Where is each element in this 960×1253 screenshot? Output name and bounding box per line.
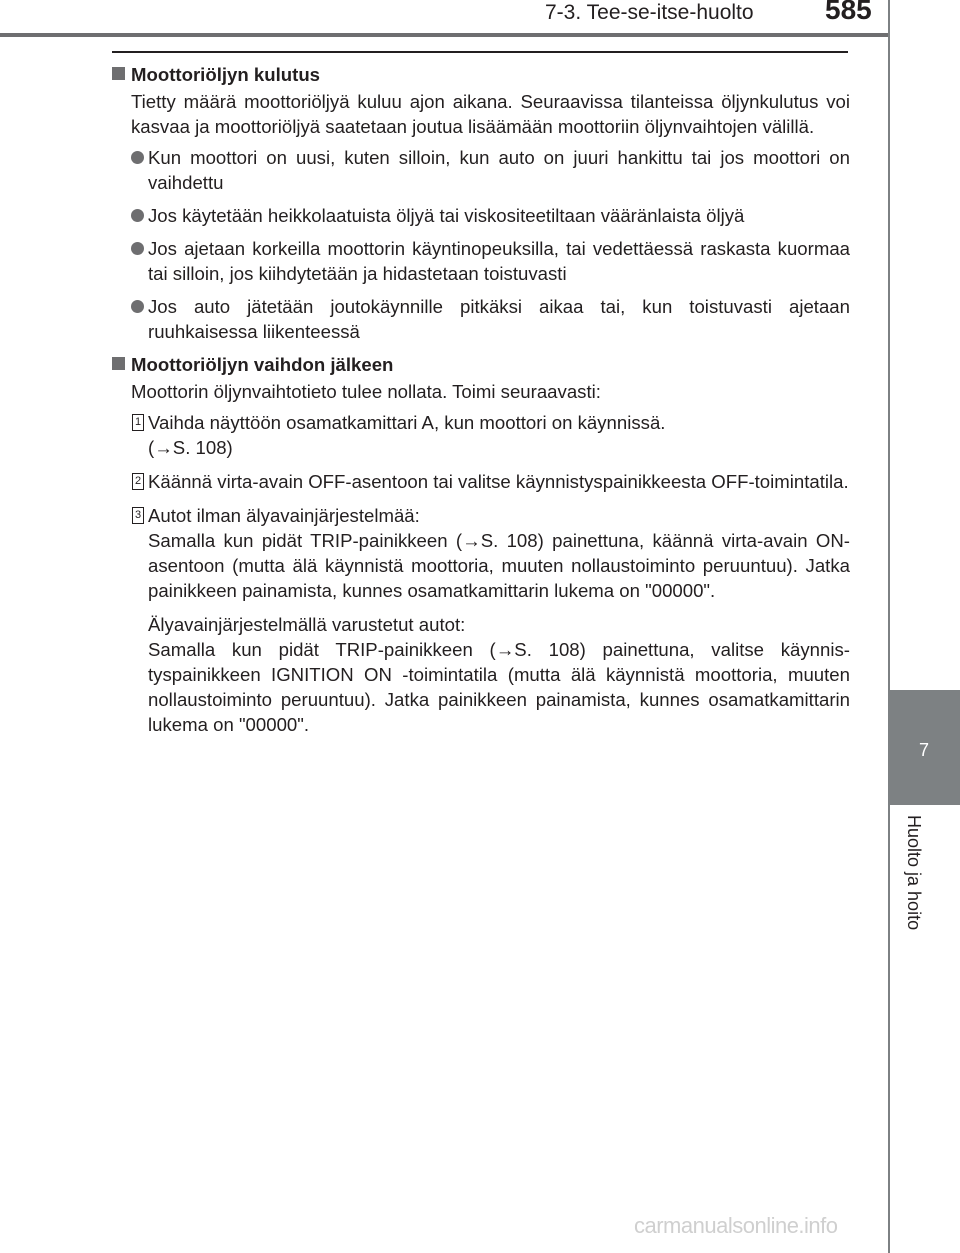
list-item [131, 294, 850, 344]
chapter-tab [888, 690, 960, 805]
step-text: Vaihda näyttöön osamatkamittari A, kun moottori on käynnissä. [148, 412, 666, 433]
list-item [131, 145, 850, 195]
step-text: Käännä virta-avain OFF-asentoon tai valitse käynnistyspainikkeesta OFF-toimintatila. [148, 471, 849, 492]
step-subheading: Älyavainjärjestelmällä varustetut autot: [148, 614, 466, 635]
step-number: 1 [132, 414, 144, 431]
page-number: 585 [825, 0, 872, 25]
step-number: 2 [132, 473, 144, 490]
chapter-title [895, 815, 935, 955]
step-subheading: Autot ilman älyavainjärjestelmää: [148, 505, 420, 526]
section-heading-text: Moottoriöljyn vaihdon jälkeen [131, 354, 394, 375]
step-item [131, 503, 850, 737]
header-rule [0, 33, 888, 37]
content-top-rule [112, 51, 848, 53]
list-item-text: Jos auto jätetään joutokäynnille pitkäksi aikaa tai, kun toistuvasti ajetaan ruuhkaisessa liikenteessä [148, 296, 850, 342]
step-item [131, 469, 850, 494]
header-section-title: 7-3. Tee-se-itse-huolto [545, 1, 754, 24]
round-bullet-icon [131, 242, 144, 255]
list-item [131, 203, 850, 228]
step-text: Samalla kun pidät TRIP-painikkeen (→S. 108) painettuna, käännä virta-avain ON-asentoon (mutta älä käynnistä moottoria, muuten nollaustoiminto peruuntuu). Jatka painikkeen painamista, kunnes osamatkamittarin lukema on "00000". [148, 530, 850, 601]
chapter-number: 7 [918, 740, 929, 760]
step-number: 3 [132, 507, 144, 524]
square-bullet-icon [112, 357, 125, 370]
step-reference: (→S. 108) [148, 437, 233, 458]
chapter-title-text: Huolto ja hoito [904, 815, 924, 931]
round-bullet-icon [131, 151, 144, 164]
list-item-text: Jos ajetaan korkeilla moottorin käyntinopeuksilla, tai vedettäessä raskasta kuormaa tai silloin, jos kiihdytetään ja hidastetaan toistuvasti [148, 238, 850, 284]
section-intro: Tietty määrä moottoriöljyä kuluu ajon aikana. Seuraavissa tilanteissa öljynkulutus voi kasvaa ja moottoriöljyä saatetaan joutua lisäämään moottoriin öljynvaihtojen välillä. [131, 91, 850, 137]
square-bullet-icon [112, 67, 125, 80]
section-heading-text: Moottoriöljyn kulutus [131, 64, 321, 85]
list-item-text: Kun moottori on uusi, kuten silloin, kun auto on juuri hankittu tai jos moottori on vaihdettu [148, 147, 850, 193]
round-bullet-icon [131, 209, 144, 222]
list-item [131, 236, 850, 286]
main-content [112, 62, 850, 746]
section-intro: Moottorin öljynvaihtotieto tulee nollata. Toimi seuraavasti: [131, 381, 601, 402]
list-item-text: Jos käytetään heikkolaatuista öljyä tai viskositeetiltaan vääränlaista öljyä [148, 205, 745, 226]
section-heading [112, 352, 850, 377]
round-bullet-icon [131, 300, 144, 313]
watermark: carmanualsonline.info [634, 1213, 838, 1238]
step-item [131, 410, 850, 460]
step-text: Samalla kun pidät TRIP-painikkeen (→S. 108) painettuna, valitse käynnistyspainikkeen IGNITION ON -toimintatila (mutta älä käynnistä moottoria, muuten nollaustoiminto peruuntuu). Jatka painikkeen painamista, kunnes osamatkamittarin lukema on "00000". [148, 639, 850, 735]
section-heading [112, 62, 850, 87]
side-margin-rule [888, 0, 890, 1253]
